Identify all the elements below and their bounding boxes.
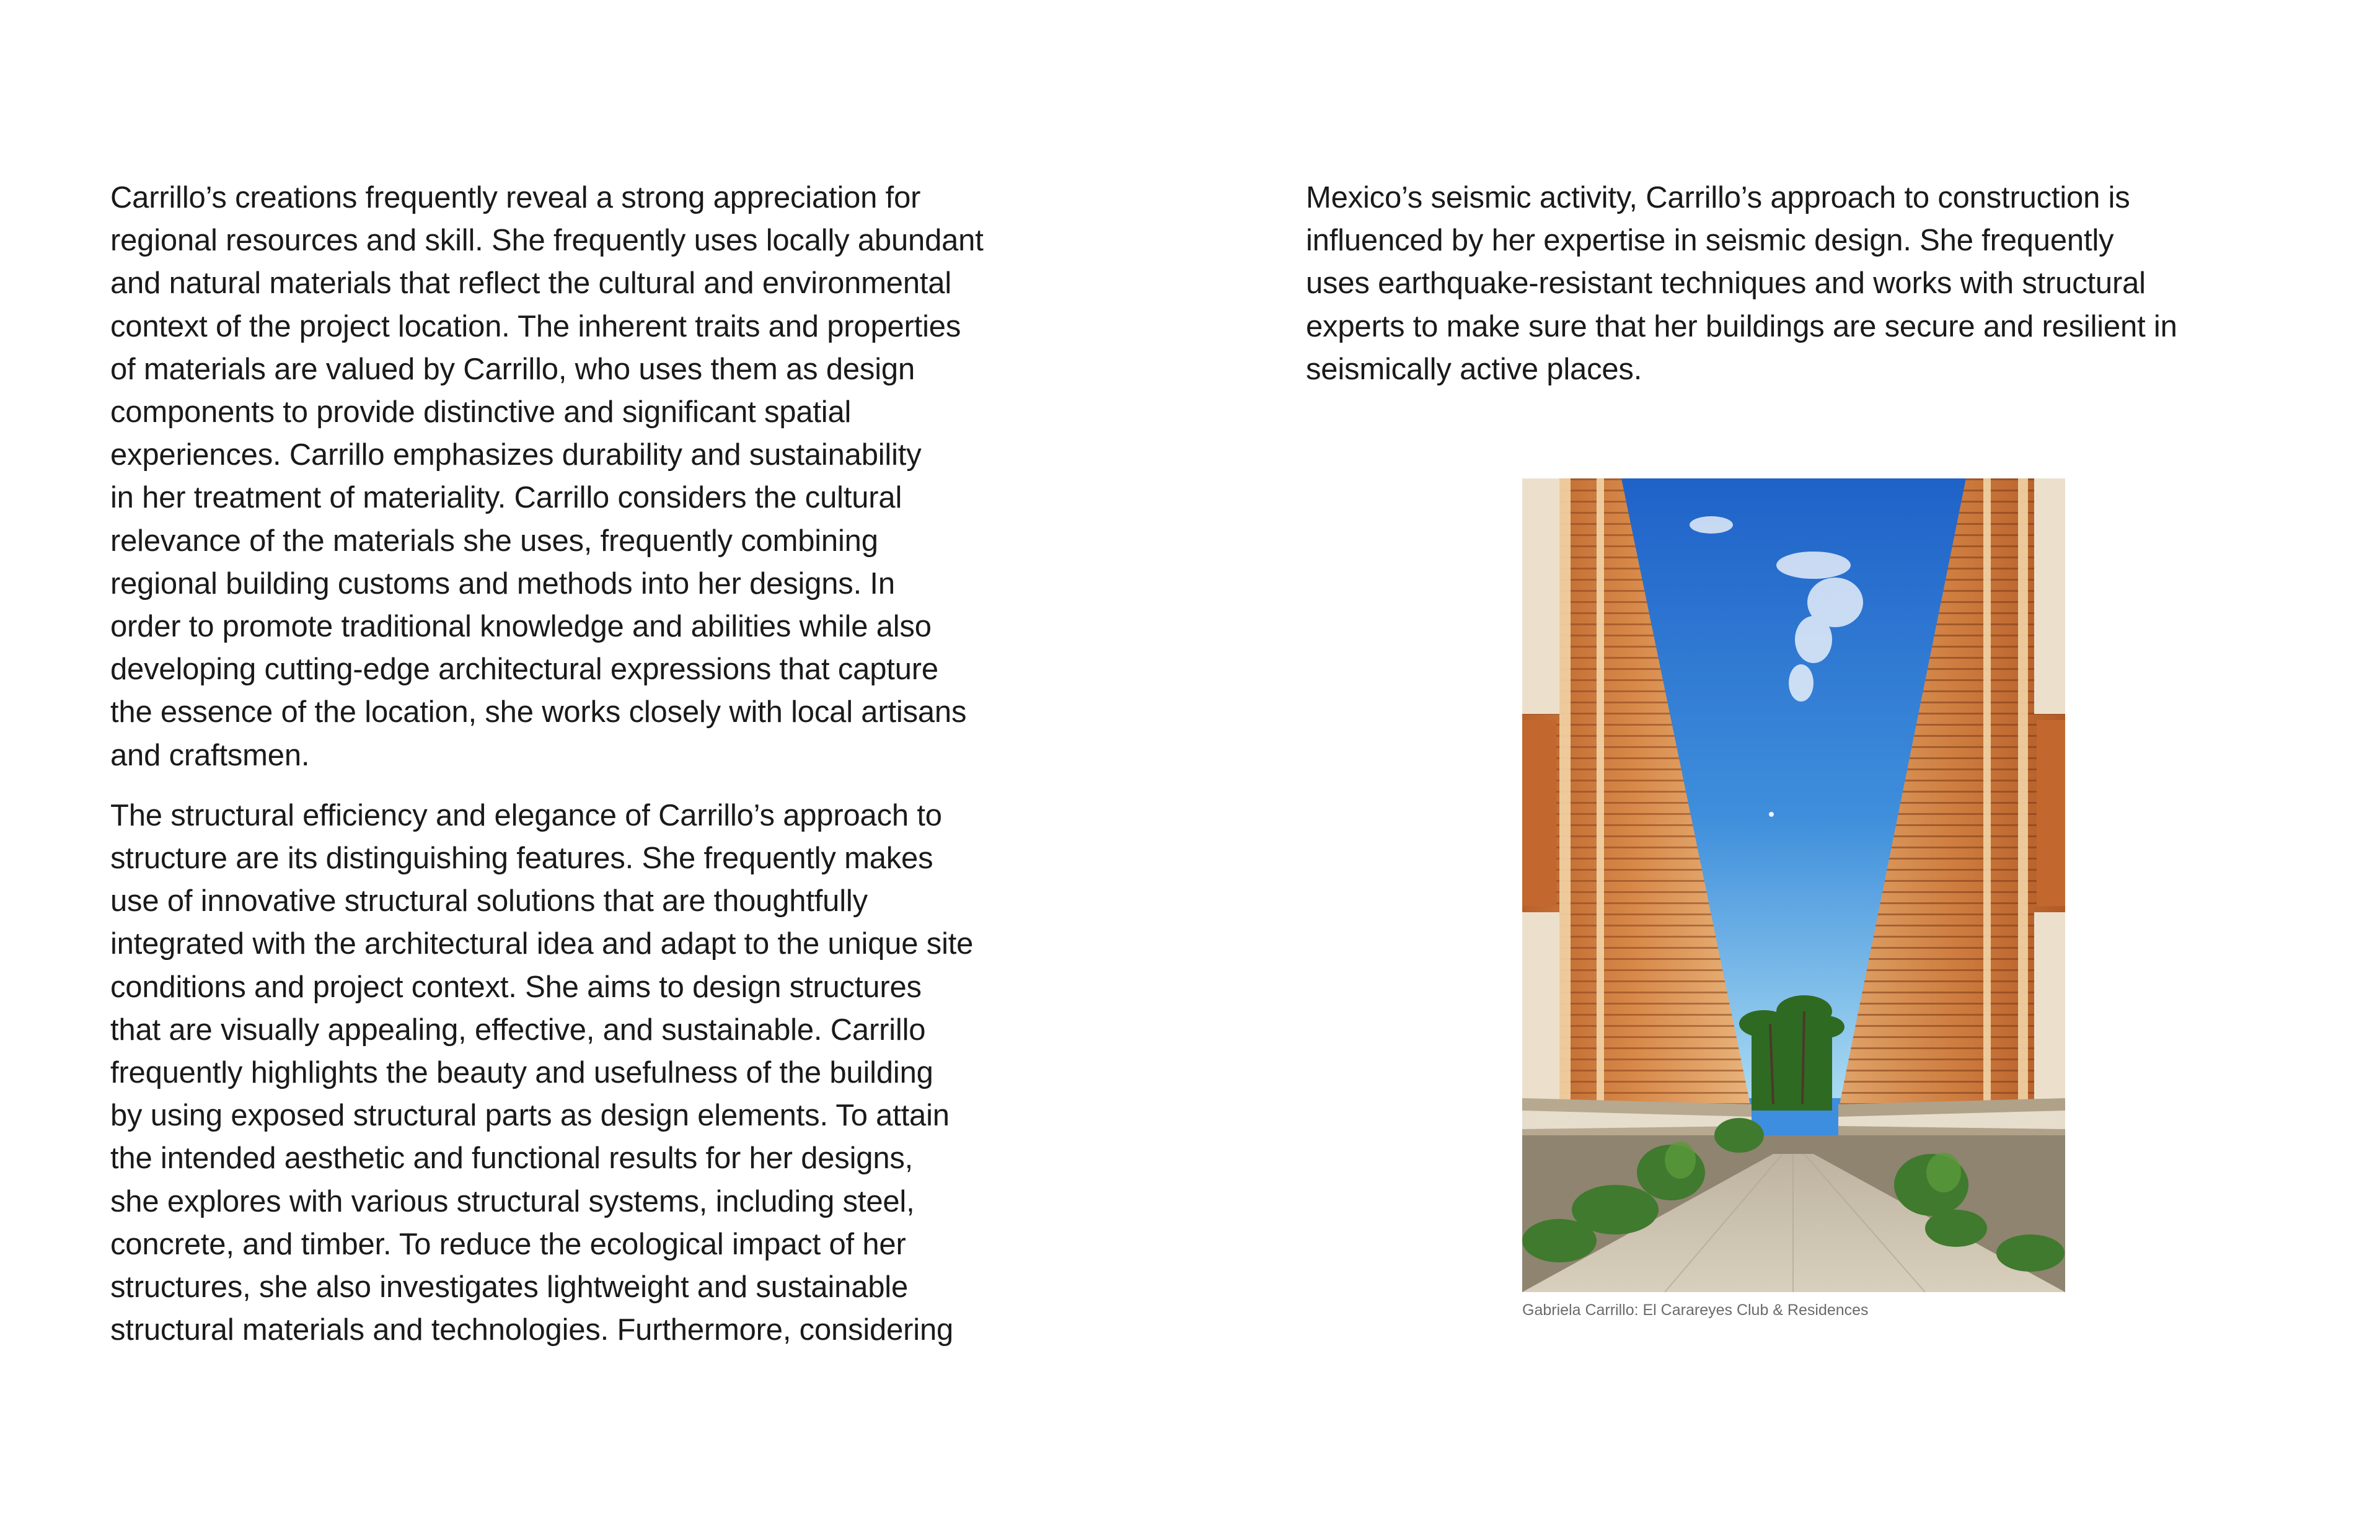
text-line: structures, she also investigates lightweight and sustainable	[110, 1270, 909, 1305]
text-line: structural materials and technologies. Furthermore, considering	[110, 1313, 954, 1347]
text-line: components to provide distinctive and significant spatial	[110, 395, 852, 429]
text-line: and craftsmen.	[110, 738, 310, 772]
text-line: that are visually appealing, effective, and sustainable. Carrillo	[110, 1013, 926, 1047]
text-line: the intended aesthetic and functional results for her designs,	[110, 1142, 914, 1176]
text-line: concrete, and timber. To reduce the ecological impact of her	[110, 1227, 906, 1261]
text-line: uses earthquake-resistant techniques and works with structural	[1306, 266, 2146, 301]
text-line: Carrillo’s creations frequently reveal a strong appreciation for	[110, 181, 921, 214]
text-line: Mexico’s seismic activity, Carrillo’s approach to construction is	[1306, 181, 2130, 214]
text-line: seismically active places.	[1306, 352, 1642, 386]
text-line: and natural materials that reflect the cultural and environmental	[110, 266, 952, 301]
left-text-column	[110, 177, 1102, 1352]
text-line: context of the project location. The inherent traits and properties	[110, 309, 961, 343]
text-line: by using exposed structural parts as design elements. To attain	[110, 1099, 950, 1133]
paragraph-seismic	[1306, 177, 2298, 391]
text-line: influenced by her expertise in seismic design. She frequently	[1306, 224, 2114, 258]
text-line: relevance of the materials she uses, frequently combining	[110, 524, 878, 558]
text-line: conditions and project context. She aims to design structures	[110, 970, 922, 1004]
text-line: of materials are valued by Carrillo, who uses them as design	[110, 352, 915, 386]
text-line: developing cutting-edge architectural expressions that capture	[110, 653, 938, 687]
paragraph-materials	[110, 177, 1102, 777]
text-line: in her treatment of materiality. Carrillo considers the cultural	[110, 481, 902, 515]
text-line: structure are its distinguishing features. She frequently makes	[110, 842, 933, 876]
text-line: she explores with various structural systems, including steel,	[110, 1184, 915, 1218]
right-text-column	[1306, 177, 2298, 391]
text-line: use of innovative structural solutions that are thoughtfully	[110, 884, 868, 918]
figure-caption: Gabriela Carrillo: El Carareyes Club & Residences	[1522, 1301, 1869, 1319]
paragraph-structure	[110, 794, 1102, 1352]
text-line: integrated with the architectural idea and adapt to the unique site	[110, 927, 974, 961]
text-line: The structural efficiency and elegance of Carrillo’s approach to	[110, 798, 942, 832]
text-line: experts to make sure that her buildings are secure and resilient in	[1306, 309, 2177, 343]
building-courtyard-photo	[1522, 478, 2065, 1292]
text-line: experiences. Carrillo emphasizes durability and sustainability	[110, 438, 922, 472]
text-line: regional resources and skill. She frequently uses locally abundant	[110, 224, 984, 258]
text-line: the essence of the location, she works closely with local artisans	[110, 695, 967, 729]
figure	[1522, 478, 2065, 1321]
text-line: frequently highlights the beauty and usefulness of the building	[110, 1056, 933, 1090]
text-line: regional building customs and methods into her designs. In	[110, 566, 895, 601]
text-line: order to promote traditional knowledge and abilities while also	[110, 610, 932, 644]
